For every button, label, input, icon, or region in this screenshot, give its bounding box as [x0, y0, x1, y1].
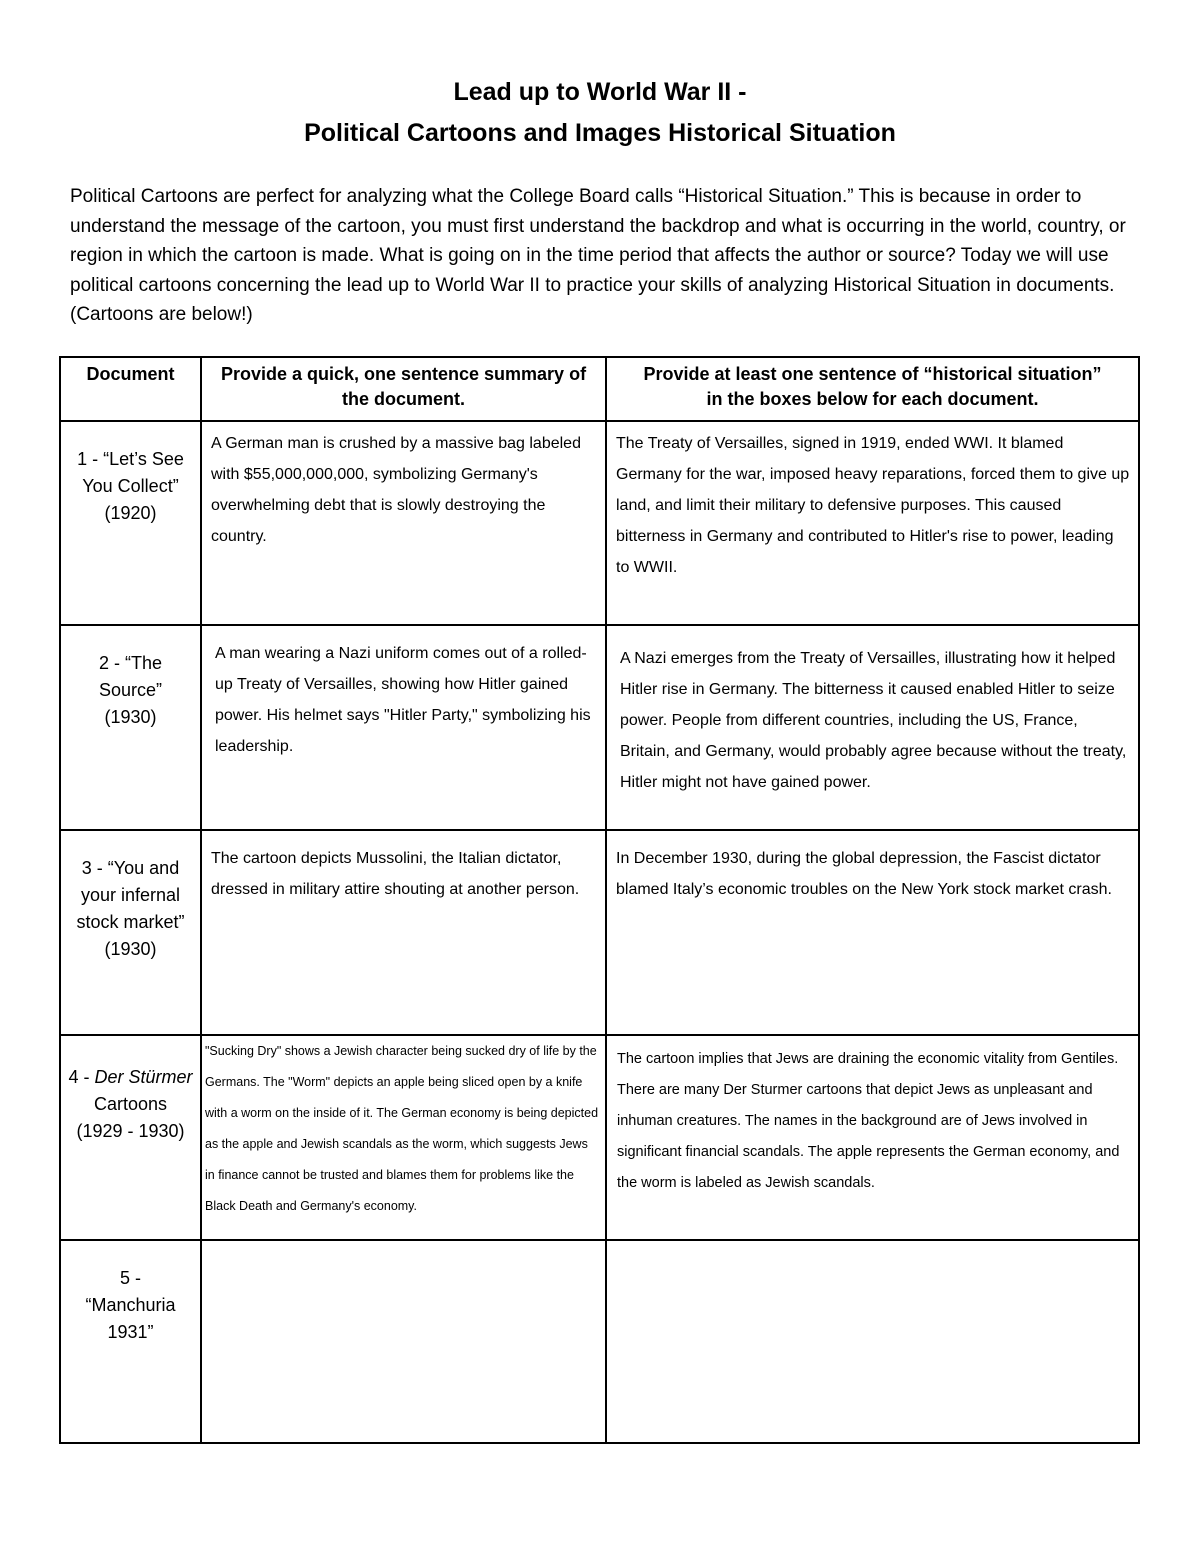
table-row	[60, 1035, 1139, 1240]
document-year: (1930)	[104, 707, 157, 727]
historical-situation-cell[interactable]	[606, 1240, 1139, 1443]
header-historical: Provide at least one sentence of “historical situation” in the boxes below for each document.	[606, 357, 1139, 421]
summary-cell[interactable]: The cartoon depicts Mussolini, the Italian dictator, dressed in military attire shouting at another person.	[201, 830, 606, 1035]
document-cell	[60, 1035, 201, 1240]
historical-situation-cell[interactable]: The cartoon implies that Jews are draining the economic vitality from Gentiles. There are many Der Sturmer cartoons that depict Jews as unpleasant and inhuman creatures. The names in the background are of Jews involved in significant financial scandals. The apple represents the German economy, and the worm is labeled as Jewish scandals.	[606, 1035, 1139, 1240]
document-analysis-table	[59, 356, 1140, 1444]
historical-situation-cell[interactable]: The Treaty of Versailles, signed in 1919, ended WWI. It blamed Germany for the war, imposed heavy reparations, forced them to give up land, and limit their military to defensive purposes. This caused bitterness in Germany and contributed to Hitler's rise to power, leading to WWII.	[606, 421, 1139, 625]
header-summary: Provide a quick, one sentence summary of the document.	[201, 357, 606, 421]
document-number: 4 -	[68, 1067, 95, 1087]
document-title: “You and your infernal stock market”	[76, 858, 185, 932]
title-line-2: Political Cartoons and Images Historical Situation	[304, 119, 896, 147]
summary-cell[interactable]: "Sucking Dry" shows a Jewish character being sucked dry of life by the Germans. The "Worm" depicts an apple being sliced open by a knife with a worm on the inside of it. The German economy is being depicted as the apple and Jewish scandals as the worm, which suggests Jews in finance cannot be trusted and blames them for problems like the Black Death and Germany's economy.	[201, 1035, 606, 1240]
document-cell	[60, 1240, 201, 1443]
title-line-1: Lead up to World War II -	[453, 78, 747, 106]
document-cell	[60, 625, 201, 830]
document-year: (1929 - 1930)	[76, 1121, 185, 1141]
summary-cell[interactable]	[201, 1240, 606, 1443]
document-number: 5 -	[119, 1268, 141, 1288]
document-number: 1 -	[77, 449, 104, 469]
document-title: Der Stürmer	[94, 1067, 193, 1087]
document-year: (1930)	[104, 939, 157, 959]
document-title-suffix: Cartoons	[93, 1094, 168, 1114]
historical-situation-cell[interactable]: A Nazi emerges from the Treaty of Versailles, illustrating how it helped Hitler rise in Germany. The bitterness it caused enabled Hitler to seize power. People from different countries, including the US, France, Britain, and Germany, would probably agree because without the treaty, Hitler might not have gained power.	[606, 625, 1139, 830]
document-number: 3 -	[81, 858, 108, 878]
page-title	[0, 72, 1200, 154]
document-year: (1920)	[104, 503, 157, 523]
intro-paragraph: Political Cartoons are perfect for analyzing what the College Board calls “Historical Situation.” This is because in order to understand the message of the cartoon, you must first understand the backdrop and what is occurring in the world, country, or region in which the cartoon is made. What is going on in the time period that affects the author or source? Today we will use political cartoons concerning the lead up to World War II to practice your skills of analyzing Historical Situation in documents. (Cartoons are below!)	[70, 186, 1126, 325]
document-title: “Let’s See You Collect”	[82, 449, 184, 496]
table-header-row	[60, 357, 1139, 421]
header-document: Document	[60, 357, 201, 421]
table-row	[60, 1240, 1139, 1443]
document-title: “Manchuria 1931”	[85, 1295, 176, 1342]
document-title: “The Source”	[98, 653, 163, 700]
document-number: 2 -	[98, 653, 125, 673]
table-row	[60, 421, 1139, 625]
table-row	[60, 625, 1139, 830]
table-row	[60, 830, 1139, 1035]
historical-situation-cell[interactable]: In December 1930, during the global depression, the Fascist dictator blamed Italy’s economic troubles on the New York stock market crash.	[606, 830, 1139, 1035]
document-cell	[60, 830, 201, 1035]
document-cell	[60, 421, 201, 625]
summary-cell[interactable]: A German man is crushed by a massive bag labeled with $55,000,000,000, symbolizing Germany's overwhelming debt that is slowly destroying the country.	[201, 421, 606, 625]
summary-cell[interactable]: A man wearing a Nazi uniform comes out of a rolled-up Treaty of Versailles, showing how Hitler gained power. His helmet says "Hitler Party," symbolizing his leadership.	[201, 625, 606, 830]
